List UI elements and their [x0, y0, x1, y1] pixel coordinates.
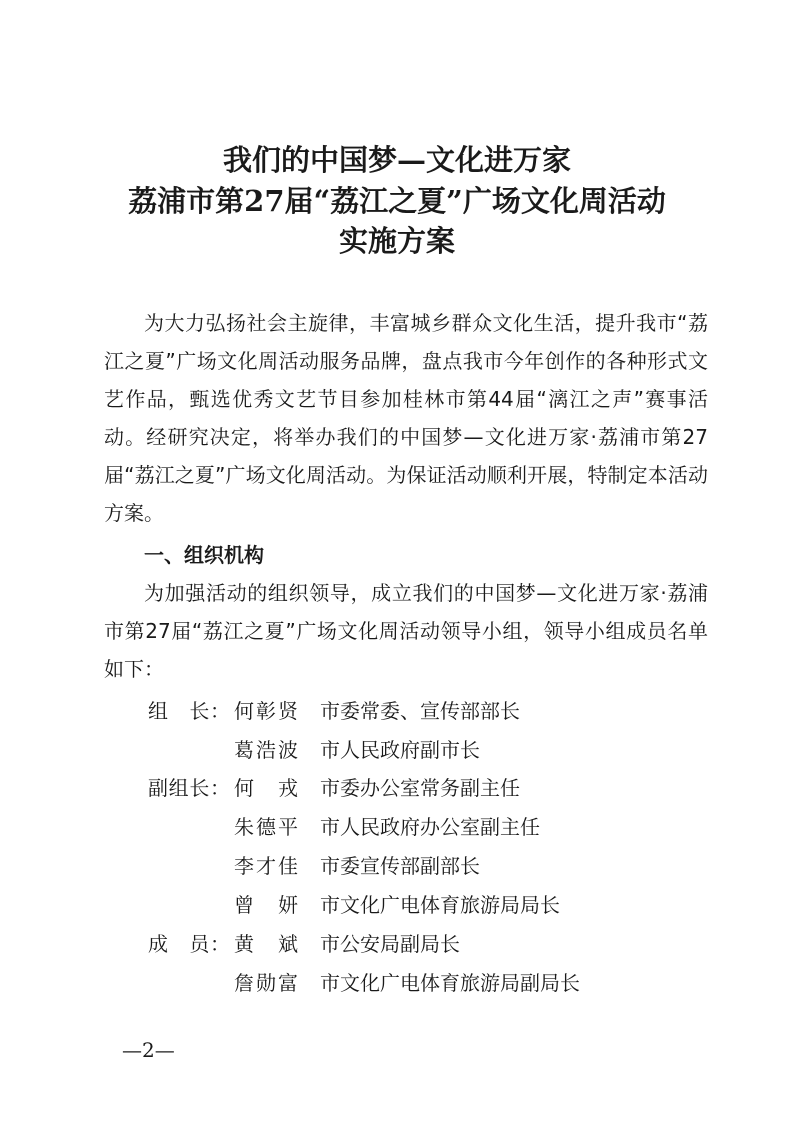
member-name: 葛浩波 [234, 738, 298, 762]
member-position: 市委宣传部副部长 [320, 854, 480, 878]
member-position: 市委办公室常务副主任 [320, 776, 520, 800]
title-line-2: 荔浦市第27届“荔江之夏”广场文化周活动 [128, 184, 666, 218]
member-position: 市人民政府办公室副主任 [320, 815, 540, 839]
member-name: 何戎 [234, 776, 298, 800]
member-position: 市文化广电体育旅游局局长 [320, 893, 560, 917]
member-name: 黄斌 [234, 932, 298, 956]
member-role: 成 员： [148, 932, 230, 956]
member-position: 市公安局副局长 [320, 932, 460, 956]
title-line-1: 我们的中国梦—文化进万家 [222, 143, 571, 177]
member-name: 何彰贤 [234, 699, 298, 723]
member-position: 市人民政府副市长 [320, 738, 480, 762]
page-number: —2— [122, 1038, 175, 1062]
member-name: 曾妍 [234, 893, 298, 917]
member-position: 市文化广电体育旅游局副局长 [320, 971, 580, 995]
member-role: 副组长： [148, 776, 230, 800]
intro-paragraph: 为大力弘扬社会主旋律，丰富城乡群众文化生活，提升我市“荔江之夏”广场文化周活动服务品牌，盘点我市今年创作的各种形式文艺作品，甄选优秀文艺节目参加桂林市第44届“漓江之声”赛事活动。经研究决定，将举办我们的中国梦—文化进万家·荔浦市第27届“荔江之夏”广场文化周活动。为保证活动顺利开展，特制定本活动方案。 [104, 311, 708, 525]
member-position: 市委常委、宣传部部长 [320, 699, 520, 723]
member-name: 朱德平 [234, 815, 298, 839]
member-name: 詹勋富 [234, 971, 298, 995]
member-role: 组 长： [148, 699, 230, 723]
title-line-3: 实施方案 [338, 224, 455, 258]
member-name: 李才佳 [234, 854, 298, 878]
section-heading-organization: 一、组织机构 [144, 543, 264, 567]
organization-paragraph: 为加强活动的组织领导，成立我们的中国梦—文化进万家·荔浦市第27届“荔江之夏”广场文化周活动领导小组，领导小组成员名单如下： [104, 581, 708, 681]
